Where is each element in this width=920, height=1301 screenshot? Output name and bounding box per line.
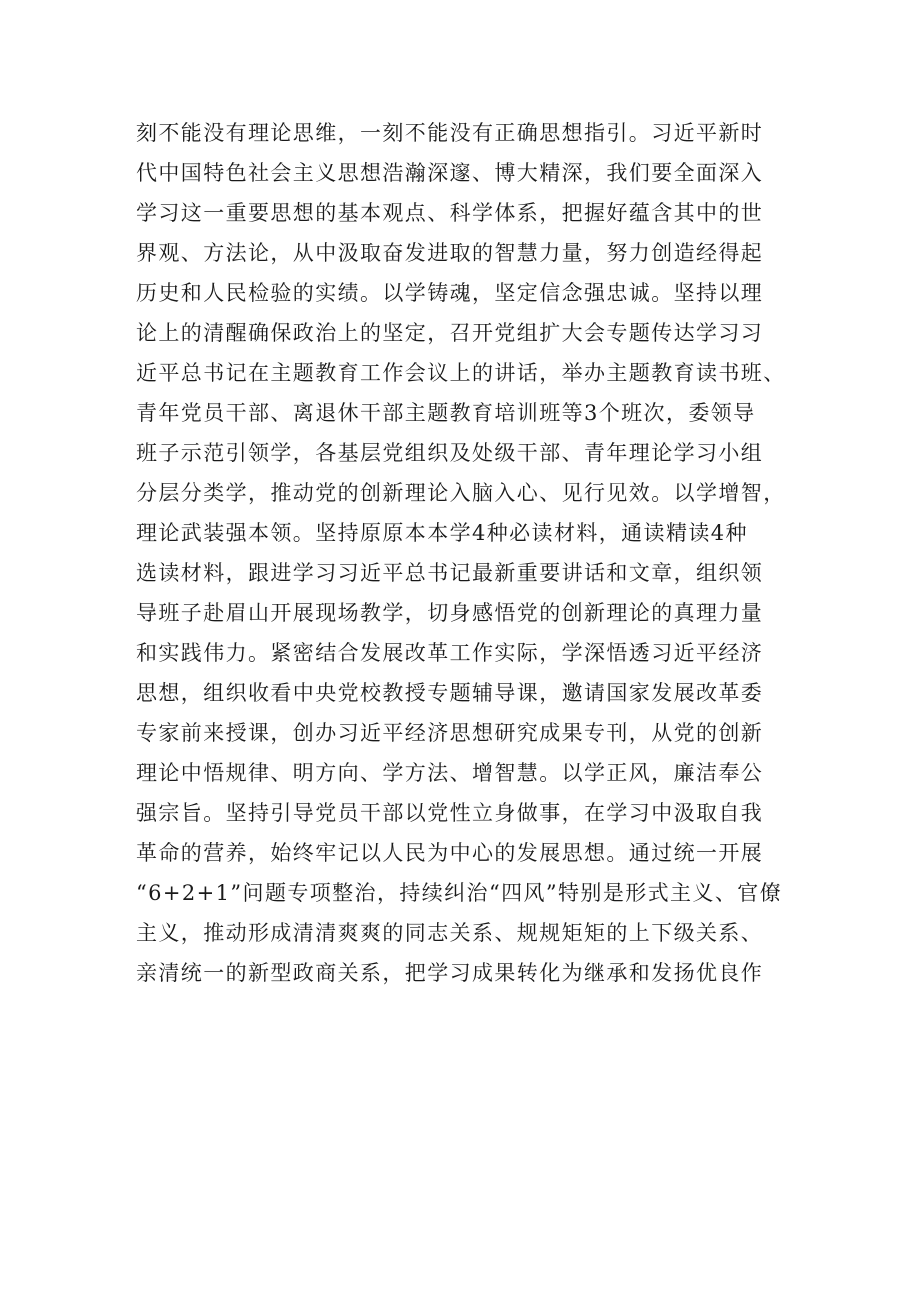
text-line: 学习这一重要思想的基本观点、科学体系，把握好蕴含其中的世 — [136, 201, 764, 225]
text-line: 班子示范引领学，各基层党组织及处级干部、青年理论学习小组 — [136, 441, 764, 465]
text-line: 青年党员干部、离退休干部主题教育培训班等3个班次，委领导 — [136, 401, 756, 425]
text-line: 强宗旨。坚持引导党员干部以党性立身做事，在学习中汲取自我 — [136, 801, 764, 825]
text-line: 亲清统一的新型政商关系，把学习成果转化为继承和发扬优良作 — [136, 961, 764, 985]
text-line: 分层分类学，推动党的创新理论入脑入心、见行见效。以学增智， — [136, 481, 786, 505]
text-line: 历史和人民检验的实绩。以学铸魂，坚定信念强忠诚。坚持以理 — [136, 281, 764, 305]
text-line: 代中国特色社会主义思想浩瀚深邃、博大精深，我们要全面深入 — [136, 161, 764, 185]
text-line: 理论中悟规律、明方向、学方法、增智慧。以学正风，廉洁奉公 — [136, 761, 764, 785]
body-paragraph — [136, 113, 796, 993]
text-line: 革命的营养，始终牢记以人民为中心的发展思想。通过统一开展 — [136, 841, 764, 865]
text-line: 专家前来授课，创办习近平经济思想研究成果专刊，从党的创新 — [136, 721, 764, 745]
text-line: 界观、方法论，从中汲取奋发进取的智慧力量，努力创造经得起 — [136, 241, 764, 265]
text-line: 和实践伟力。紧密结合发展改革工作实际，学深悟透习近平经济 — [136, 641, 764, 665]
text-line: “6+2+1”问题专项整治，持续纠治“四风”特别是形式主义、官僚 — [136, 881, 783, 905]
text-line: 论上的清醒确保政治上的坚定，召开党组扩大会专题传达学习习 — [136, 321, 764, 345]
text-line: 近平总书记在主题教育工作会议上的讲话，举办主题教育读书班、 — [136, 361, 786, 385]
text-line: 思想，组织收看中央党校教授专题辅导课，邀请国家发展改革委 — [136, 681, 764, 705]
text-line: 理论武装强本领。坚持原原本本学4种必读材料，通读精读4种 — [136, 521, 748, 545]
text-line: 主义，推动形成清清爽爽的同志关系、规规矩矩的上下级关系、 — [136, 921, 764, 945]
text-line: 导班子赴眉山开展现场教学，切身感悟党的创新理论的真理力量 — [136, 601, 764, 625]
text-line: 选读材料，跟进学习习近平总书记最新重要讲话和文章，组织领 — [136, 561, 764, 585]
text-line: 刻不能没有理论思维，一刻不能没有正确思想指引。习近平新时 — [136, 121, 764, 145]
